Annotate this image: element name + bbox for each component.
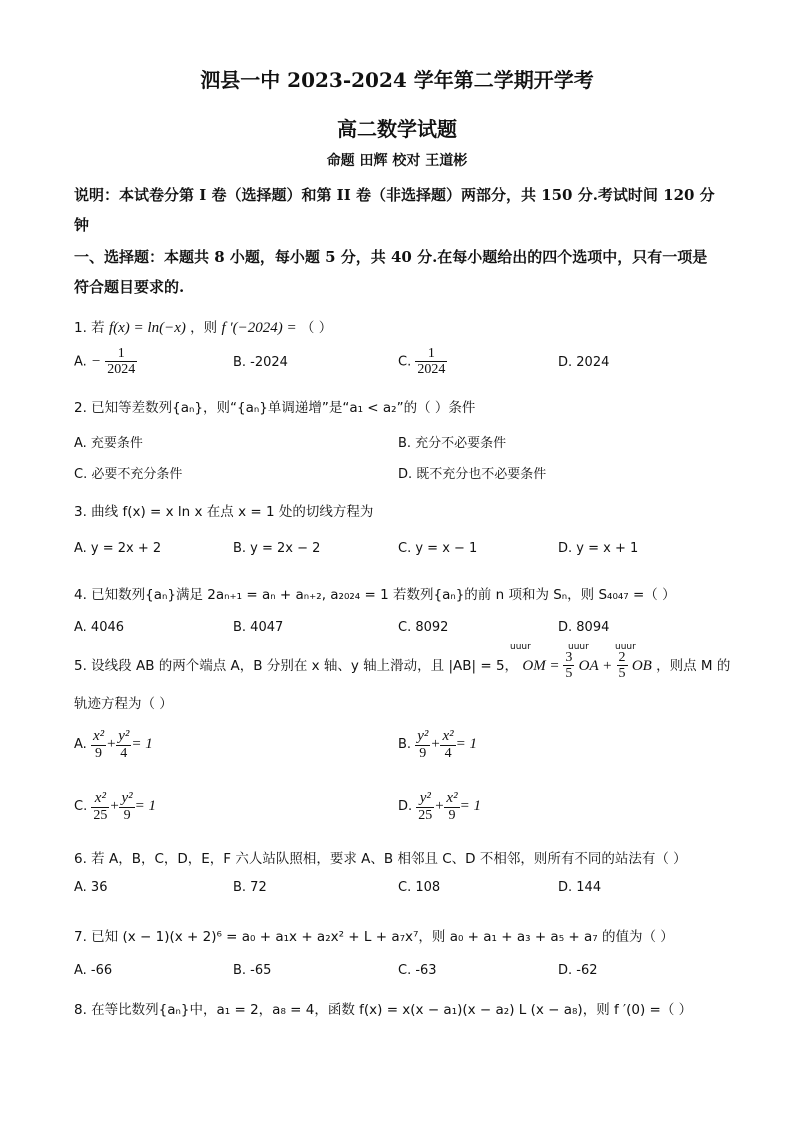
q2-option-b: B. 充分不必要条件	[398, 436, 507, 451]
q5-c-t2-num: y²	[121, 790, 133, 806]
q5-a-t1-num: x²	[92, 728, 105, 744]
q3-option-b: B. y = 2x − 2	[233, 541, 321, 556]
q5-d-t2-num: x²	[446, 790, 458, 806]
q5-option-d	[398, 790, 481, 823]
q5-b-term-2	[440, 728, 455, 761]
q5-f1-num: 3	[565, 650, 573, 665]
q5-a-plus: +	[106, 735, 117, 752]
q1-c-label: C.	[398, 354, 412, 370]
q1-option-c	[398, 346, 447, 378]
q5-c-t2-den: 9	[123, 807, 131, 823]
q2-option-d: D. 既不充分也不必要条件	[398, 467, 547, 482]
q1-a-sign: −	[90, 353, 102, 370]
q5-d-label: D.	[398, 798, 413, 814]
exam-subtitle: 高二数学试题	[337, 117, 457, 141]
q6-option-c: C. 108	[398, 880, 441, 895]
q5-d-t2-den: 9	[448, 807, 456, 823]
question-6: 6. 若 A，B，C，D，E，F 六人站队照相，要求 A、B 相邻且 C、D 不相邻，则所有不同的站法有（ ）	[74, 851, 687, 867]
q5-c-plus: +	[109, 797, 120, 814]
q5-overline-mark-3: uuur	[615, 642, 636, 652]
q1-a-fraction	[105, 346, 137, 378]
q5-option-b	[398, 728, 477, 761]
q5-b-t2-den: 4	[444, 745, 452, 761]
q1-a-den: 2024	[107, 362, 136, 378]
q4-option-c: C. 8092	[398, 620, 449, 635]
q1-option-a	[74, 346, 137, 378]
q5-frac-1	[563, 650, 574, 682]
q7-option-b: B. -65	[233, 963, 272, 978]
question-4: 4. 已知数列{aₙ}满足 2aₙ₊₁ = aₙ + aₙ₊₂, a₂₀₂₄ = 1 若数列{aₙ}的前 n 项和为 Sₙ，则 S₄₀₄₇ =（ ）	[74, 587, 676, 603]
q4-option-d: D. 8094	[558, 620, 610, 635]
q5-f1-den: 5	[565, 666, 573, 682]
q1-option-d: D. 2024	[558, 355, 610, 370]
q5-d-eq: = 1	[459, 797, 481, 814]
q5-b-t1-num: y²	[417, 728, 429, 744]
q6-option-a: A. 36	[74, 880, 108, 895]
q5-f2-num: 2	[618, 650, 626, 665]
q5-c-term-2	[119, 790, 134, 823]
q5-option-c	[74, 790, 156, 823]
q5-overline-mark-2: uuur	[568, 642, 589, 652]
q3-option-c: C. y = x − 1	[398, 541, 478, 556]
q2-option-c: C. 必要不充分条件	[74, 467, 183, 482]
q5-stem-line-2: 轨迹方程为（ ）	[74, 696, 173, 712]
q1-option-b: B. -2024	[233, 355, 288, 370]
q6-option-b: B. 72	[233, 880, 267, 895]
section-heading-line-1: 一、选择题：本题共 8 小题，每小题 5 分，共 40 分.在每小题给出的四个选项中，只有一项是	[74, 248, 708, 266]
q5-frac-2	[617, 650, 628, 682]
q5-vec-oa: OA +	[578, 657, 613, 674]
q5-a-t1-den: 9	[95, 745, 103, 761]
question-8: 8. 在等比数列{aₙ}中，a₁ = 2，a₈ = 4，函数 f(x) = x(x − a₁)(x − a₂) L (x − a₈)，则 f ′(0) =（ ）	[74, 1002, 693, 1018]
q5-a-term-1	[91, 728, 106, 761]
q5-c-t1-den: 25	[93, 807, 108, 823]
q5-vec-ob: OB	[631, 657, 652, 674]
q5-option-a	[74, 728, 153, 761]
q5-a-t2-den: 4	[120, 745, 128, 761]
q5-vec-om: OM =	[522, 657, 564, 674]
q5-c-term-1	[91, 790, 109, 823]
q5-d-t1-num: y²	[416, 790, 434, 808]
q5-stem-pre: 5. 设线段 AB 的两个端点 A，B 分别在 x 轴、y 轴上滑动，且 |AB| = 5，	[74, 657, 519, 674]
q5-a-eq: = 1	[131, 735, 153, 752]
q5-overline-mark-1: uuur	[510, 642, 531, 652]
q5-d-t1-den: 25	[418, 807, 433, 823]
q5-b-t2-num: x²	[442, 728, 454, 744]
q1-post: （ ）	[300, 320, 333, 336]
question-5	[74, 650, 730, 682]
q1-c-fraction	[415, 346, 447, 378]
q5-d-plus: +	[434, 797, 445, 814]
q3-option-d: D. y = x + 1	[558, 541, 639, 556]
q5-d-term-1	[416, 790, 434, 823]
q5-c-eq: = 1	[134, 797, 157, 814]
q1-a-label: A.	[74, 354, 87, 370]
instructions-line-1: 说明：本试卷分第 I 卷（选择题）和第 II 卷（非选择题）两部分，共 150 分.考试时间 120 分	[74, 186, 715, 204]
question-1	[74, 316, 332, 337]
q2-option-a: A. 充要条件	[74, 436, 143, 451]
question-2: 2. 已知等差数列{aₙ}，则“{aₙ}单调递增”是“a₁ < a₂”的（ ）条件	[74, 400, 476, 416]
q5-b-label: B.	[398, 736, 412, 752]
q5-a-t2-num: y²	[118, 728, 130, 744]
q5-c-t1-num: x²	[91, 790, 109, 808]
q5-a-term-2	[116, 728, 131, 761]
q5-f2-den: 5	[618, 666, 626, 682]
question-7: 7. 已知 (x − 1)(x + 2)⁶ = a₀ + a₁x + a₂x² + L + a₇x⁷，则 a₀ + a₁ + a₃ + a₅ + a₇ 的值为（ ）	[74, 929, 674, 945]
authors-line: 命题 田辉 校对 王道彬	[326, 153, 468, 169]
q7-option-d: D. -62	[558, 963, 598, 978]
instructions-line-2: 钟	[74, 216, 90, 234]
q1-expr2: f ′(−2024) =	[221, 320, 297, 336]
q7-option-c: C. -63	[398, 963, 437, 978]
q6-option-d: D. 144	[558, 880, 602, 895]
q1-c-num: 1	[415, 346, 447, 362]
q5-d-term-2	[444, 790, 459, 823]
q7-option-a: A. -66	[74, 963, 113, 978]
q4-option-b: B. 4047	[233, 620, 284, 635]
q5-b-term-1	[415, 728, 430, 761]
exam-title: 泗县一中 2023-2024 学年第二学期开学考	[200, 68, 594, 92]
q5-vector-expression	[522, 650, 651, 682]
q5-stem-post: ，则点 M 的	[656, 657, 731, 674]
section-heading-line-2: 符合题目要求的.	[74, 278, 185, 296]
q1-c-den: 2024	[417, 362, 446, 378]
q4-option-a: A. 4046	[74, 620, 125, 635]
q1-a-num: 1	[105, 346, 137, 362]
q1-expr: f(x) = ln(−x)	[108, 320, 186, 336]
question-3: 3. 曲线 f(x) = x ln x 在点 x = 1 处的切线方程为	[74, 504, 374, 520]
q5-a-label: A.	[74, 736, 87, 752]
q3-option-a: A. y = 2x + 2	[74, 541, 162, 556]
q5-b-eq: = 1	[455, 735, 478, 752]
q1-mid: ，则	[190, 320, 218, 336]
q5-c-label: C.	[74, 798, 88, 814]
q5-b-plus: +	[430, 735, 441, 752]
q1-pre: 1. 若	[74, 320, 105, 336]
q5-b-t1-den: 9	[419, 745, 427, 761]
